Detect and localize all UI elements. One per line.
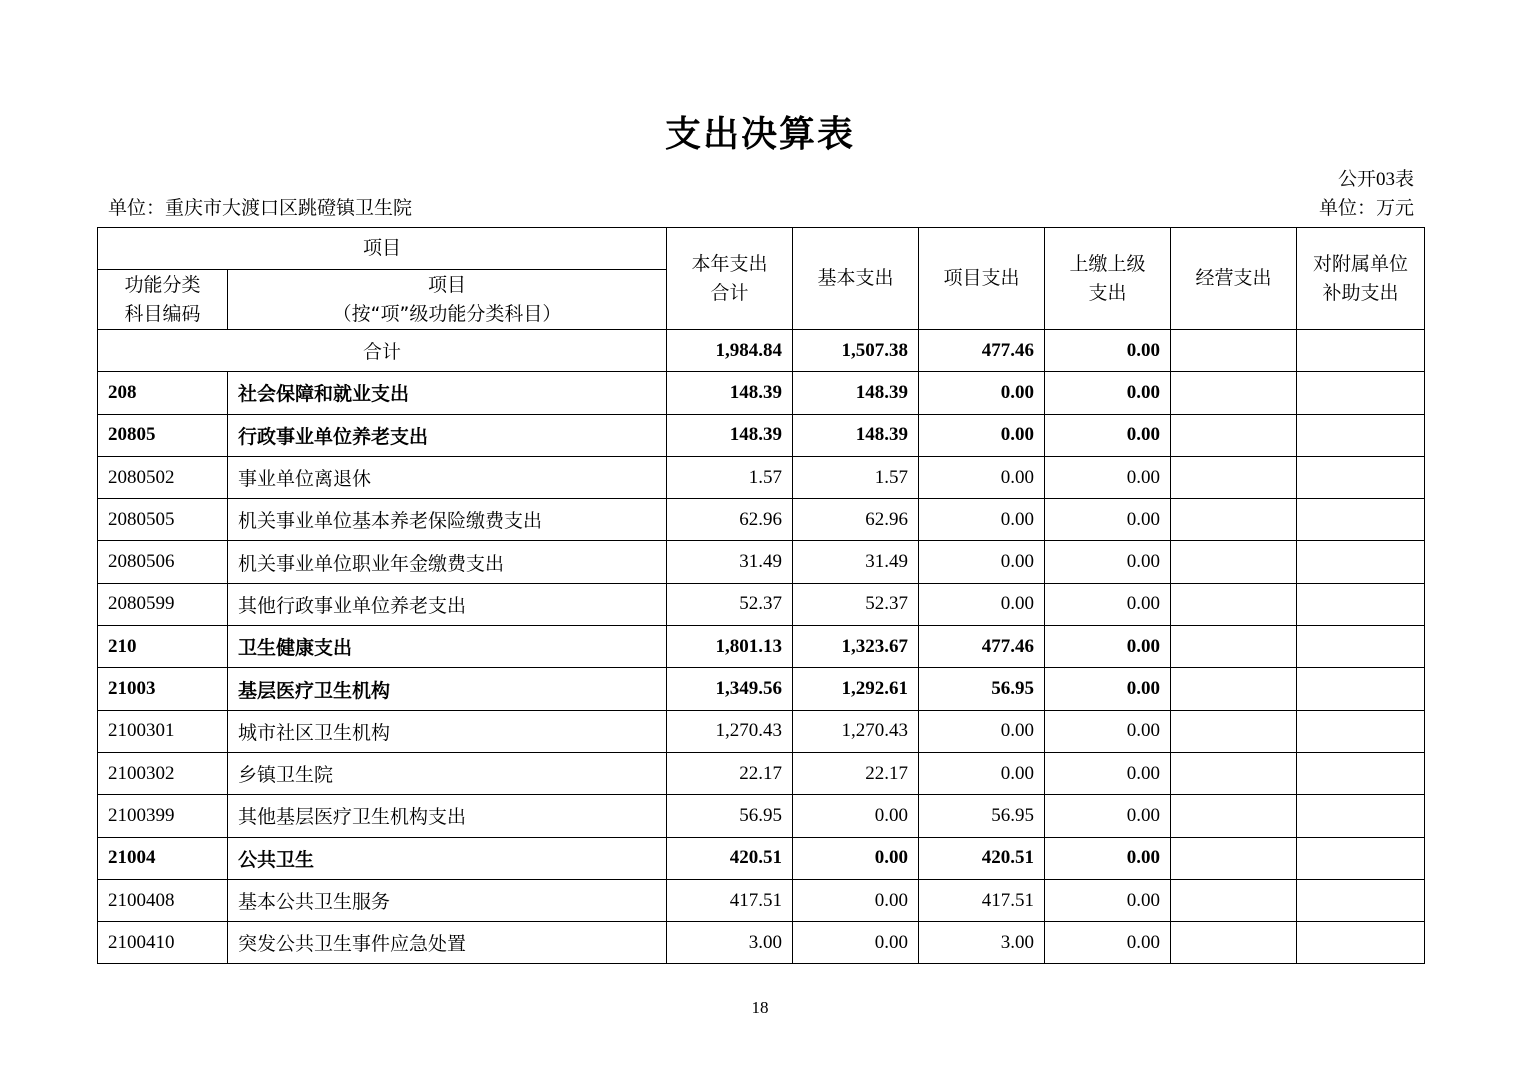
table-row: [98, 626, 1425, 668]
total-cell-basic: 1,507.38: [793, 330, 919, 372]
cell-basic: 62.96: [793, 499, 919, 541]
page-title: 支出决算表: [664, 114, 855, 155]
cell-project: 0.00: [919, 710, 1045, 752]
cell-code: 2100302: [98, 752, 228, 794]
cell-project: 0.00: [919, 583, 1045, 625]
cell-remit: 0.00: [1045, 710, 1171, 752]
header-basic: 基本支出: [793, 228, 919, 330]
cell-project: 477.46: [919, 626, 1045, 668]
cell-code: 2100301: [98, 710, 228, 752]
cell-basic: 148.39: [793, 414, 919, 456]
cell-code: 2080599: [98, 583, 228, 625]
cell-remit: 0.00: [1045, 499, 1171, 541]
table-row: [98, 414, 1425, 456]
cell-business: [1171, 668, 1297, 710]
cell-total: 1.57: [667, 456, 793, 498]
cell-remit: 0.00: [1045, 668, 1171, 710]
cell-subsidy: [1297, 795, 1425, 837]
cell-business: [1171, 414, 1297, 456]
cell-basic: 1,323.67: [793, 626, 919, 668]
cell-name: 卫生健康支出: [228, 626, 667, 668]
cell-basic: 0.00: [793, 837, 919, 879]
cell-basic: 31.49: [793, 541, 919, 583]
cell-subsidy: [1297, 922, 1425, 964]
cell-basic: 52.37: [793, 583, 919, 625]
table-row: [98, 752, 1425, 794]
total-cell-subsidy: [1297, 330, 1425, 372]
cell-business: [1171, 922, 1297, 964]
cell-name: 社会保障和就业支出: [228, 372, 667, 414]
header-name: 项目 （按“项”级功能分类科目）: [228, 270, 667, 330]
cell-business: [1171, 837, 1297, 879]
cell-business: [1171, 752, 1297, 794]
table-row: [98, 922, 1425, 964]
cell-name: 城市社区卫生机构: [228, 710, 667, 752]
cell-remit: 0.00: [1045, 795, 1171, 837]
expenditure-table: [97, 227, 1425, 964]
cell-code: 2100410: [98, 922, 228, 964]
cell-subsidy: [1297, 752, 1425, 794]
total-cell-total: 1,984.84: [667, 330, 793, 372]
page-number: 18: [751, 998, 769, 1017]
total-label: 合计: [98, 330, 667, 372]
cell-business: [1171, 372, 1297, 414]
cell-project: 3.00: [919, 922, 1045, 964]
cell-code: 21004: [98, 837, 228, 879]
cell-subsidy: [1297, 414, 1425, 456]
cell-total: 31.49: [667, 541, 793, 583]
cell-remit: 0.00: [1045, 879, 1171, 921]
cell-remit: 0.00: [1045, 541, 1171, 583]
cell-total: 52.37: [667, 583, 793, 625]
table-row: [98, 710, 1425, 752]
cell-name: 公共卫生: [228, 837, 667, 879]
cell-name: 乡镇卫生院: [228, 752, 667, 794]
cell-subsidy: [1297, 372, 1425, 414]
cell-subsidy: [1297, 456, 1425, 498]
cell-total: 148.39: [667, 372, 793, 414]
cell-name: 行政事业单位养老支出: [228, 414, 667, 456]
cell-subsidy: [1297, 710, 1425, 752]
cell-remit: 0.00: [1045, 922, 1171, 964]
total-cell-remit: 0.00: [1045, 330, 1171, 372]
cell-code: 210: [98, 626, 228, 668]
cell-basic: 148.39: [793, 372, 919, 414]
header-subsidy: 对附属单位 补助支出: [1297, 228, 1425, 330]
cell-code: 2100399: [98, 795, 228, 837]
total-row: [98, 330, 1425, 372]
cell-subsidy: [1297, 879, 1425, 921]
cell-project: 0.00: [919, 456, 1045, 498]
cell-name: 其他行政事业单位养老支出: [228, 583, 667, 625]
header-code: 功能分类 科目编码: [98, 270, 228, 330]
table-row: [98, 795, 1425, 837]
cell-business: [1171, 456, 1297, 498]
cell-name: 突发公共卫生事件应急处置: [228, 922, 667, 964]
total-cell-project: 477.46: [919, 330, 1045, 372]
cell-remit: 0.00: [1045, 752, 1171, 794]
cell-code: 208: [98, 372, 228, 414]
cell-total: 420.51: [667, 837, 793, 879]
cell-basic: 1,292.61: [793, 668, 919, 710]
cell-business: [1171, 879, 1297, 921]
cell-total: 56.95: [667, 795, 793, 837]
cell-project: 420.51: [919, 837, 1045, 879]
cell-subsidy: [1297, 541, 1425, 583]
cell-remit: 0.00: [1045, 626, 1171, 668]
cell-total: 62.96: [667, 499, 793, 541]
table-row: [98, 583, 1425, 625]
cell-business: [1171, 626, 1297, 668]
table-row: [98, 837, 1425, 879]
table-row: [98, 499, 1425, 541]
cell-project: 0.00: [919, 372, 1045, 414]
cell-basic: 0.00: [793, 795, 919, 837]
cell-code: 2080506: [98, 541, 228, 583]
cell-basic: 22.17: [793, 752, 919, 794]
cell-total: 148.39: [667, 414, 793, 456]
cell-total: 1,270.43: [667, 710, 793, 752]
cell-total: 1,349.56: [667, 668, 793, 710]
cell-name: 机关事业单位职业年金缴费支出: [228, 541, 667, 583]
header-project: 项目支出: [919, 228, 1045, 330]
cell-basic: 1.57: [793, 456, 919, 498]
cell-business: [1171, 541, 1297, 583]
reporting-unit: 单位：重庆市大渡口区跳磴镇卫生院: [108, 198, 413, 219]
header-total: 本年支出 合计: [667, 228, 793, 330]
cell-project: 56.95: [919, 668, 1045, 710]
cell-project: 0.00: [919, 541, 1045, 583]
cell-business: [1171, 583, 1297, 625]
cell-remit: 0.00: [1045, 456, 1171, 498]
cell-remit: 0.00: [1045, 414, 1171, 456]
cell-subsidy: [1297, 499, 1425, 541]
cell-business: [1171, 795, 1297, 837]
cell-total: 417.51: [667, 879, 793, 921]
table-row: [98, 879, 1425, 921]
header-item-group: 项目: [98, 228, 667, 270]
cell-remit: 0.00: [1045, 837, 1171, 879]
cell-total: 22.17: [667, 752, 793, 794]
cell-code: 20805: [98, 414, 228, 456]
cell-name: 基层医疗卫生机构: [228, 668, 667, 710]
cell-code: 2080502: [98, 456, 228, 498]
cell-code: 21003: [98, 668, 228, 710]
cell-basic: 0.00: [793, 879, 919, 921]
cell-name: 基本公共卫生服务: [228, 879, 667, 921]
table-row: [98, 541, 1425, 583]
cell-code: 2100408: [98, 879, 228, 921]
cell-name: 机关事业单位基本养老保险缴费支出: [228, 499, 667, 541]
cell-name: 其他基层医疗卫生机构支出: [228, 795, 667, 837]
cell-basic: 0.00: [793, 922, 919, 964]
cell-subsidy: [1297, 626, 1425, 668]
cell-code: 2080505: [98, 499, 228, 541]
cell-business: [1171, 710, 1297, 752]
currency-unit: 单位：万元: [1318, 198, 1414, 219]
table-row: [98, 372, 1425, 414]
form-number: 公开03表: [1337, 169, 1414, 190]
cell-subsidy: [1297, 668, 1425, 710]
cell-project: 417.51: [919, 879, 1045, 921]
cell-subsidy: [1297, 837, 1425, 879]
cell-basic: 1,270.43: [793, 710, 919, 752]
cell-project: 0.00: [919, 414, 1045, 456]
table-row: [98, 456, 1425, 498]
cell-project: 0.00: [919, 499, 1045, 541]
table-row: [98, 668, 1425, 710]
cell-project: 56.95: [919, 795, 1045, 837]
cell-remit: 0.00: [1045, 372, 1171, 414]
header-business: 经营支出: [1171, 228, 1297, 330]
cell-total: 3.00: [667, 922, 793, 964]
cell-remit: 0.00: [1045, 583, 1171, 625]
cell-project: 0.00: [919, 752, 1045, 794]
header-remit: 上缴上级 支出: [1045, 228, 1171, 330]
cell-business: [1171, 499, 1297, 541]
cell-name: 事业单位离退休: [228, 456, 667, 498]
cell-subsidy: [1297, 583, 1425, 625]
cell-total: 1,801.13: [667, 626, 793, 668]
total-cell-business: [1171, 330, 1297, 372]
